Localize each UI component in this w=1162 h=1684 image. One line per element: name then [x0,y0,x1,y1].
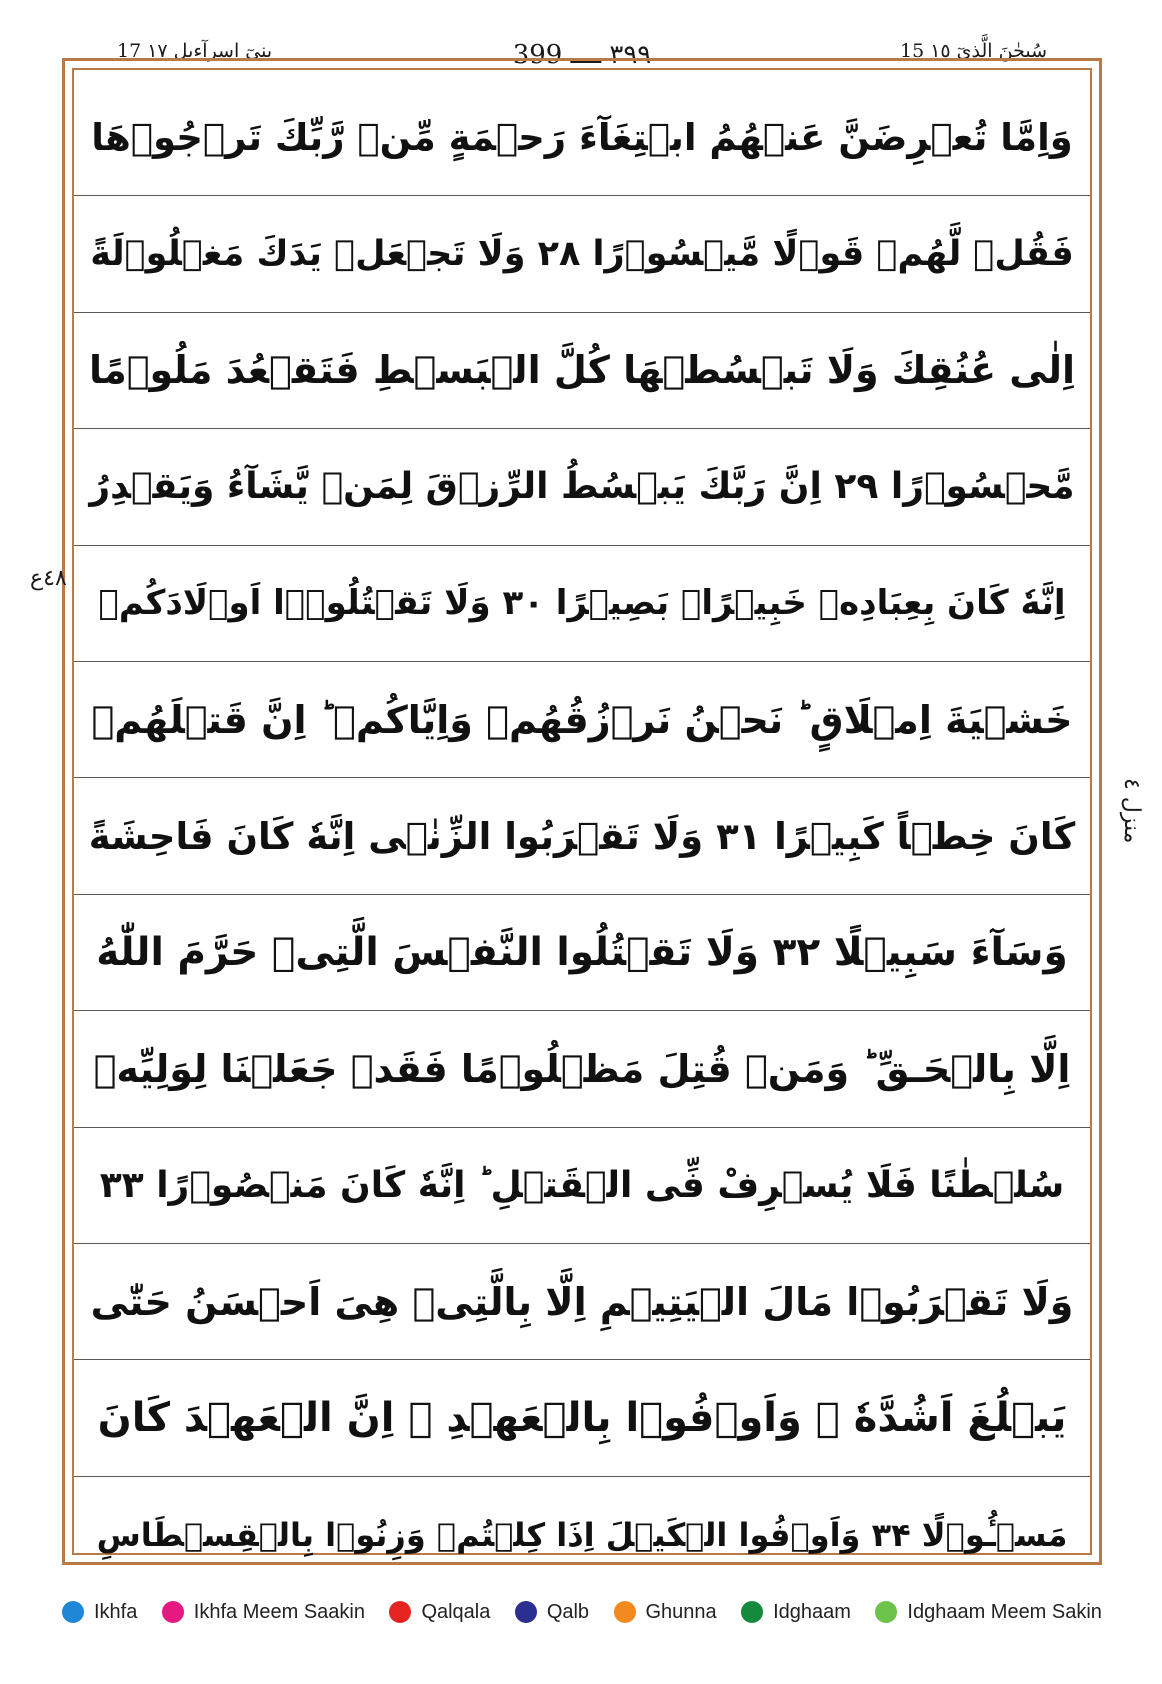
legend-color-dot-icon [389,1601,411,1623]
text-line: مَسۡـُٔوۡلًا ۳۴ وَاَوۡفُوا الۡكَيۡلَ اِذَا كِلۡتُمۡ وَزِنُوۡا بِالۡقِسۡطَاسِ [96,1515,1068,1554]
legend-color-dot-icon [614,1601,636,1623]
legend-item [515,1601,589,1624]
legend-item [62,1601,137,1624]
text-line: وَسَآءَ سَبِيۡلًا ۳۲ وَلَا تَقۡتُلُوا النَّفۡسَ الَّتِىۡ حَرَّمَ اللّٰهُ [74,895,1090,1011]
text-line: خَشۡيَةَ اِمۡلَاقٍ ؕ نَحۡنُ نَرۡزُقُهُمۡ وَاِيَّاكُمۡ ؕ اِنَّ قَتۡلَهُمۡ [74,662,1090,778]
legend-label: Qalqala [421,1600,491,1623]
header-left-surah: 17 بنیٓ اسرآءیل ١٧ [117,40,273,62]
side-manzil-marker: منزل ٤ [1119,778,1144,844]
legend-item [162,1601,365,1624]
text-line: اِنَّهٗ كَانَ بِعِبَادِهٖ خَبِيۡرًاۢ بَصِيۡرًا ۳۰ وَلَا تَقۡتُلُوۡۤا اَوۡلَادَكُمۡ [74,546,1090,662]
text-line: وَاِمَّا تُعۡرِضَنَّ عَنۡهُمُ ابۡتِغَآءَ رَحۡمَةٍ مِّنۡ رَّبِّكَ تَرۡجُوۡهَا [74,80,1090,196]
quran-text-block [74,80,1090,1593]
text-line: اِلَّا بِالۡحَـقِّ ؕ وَمَنۡ قُتِلَ مَظۡلُوۡمًا فَقَدۡ جَعَلۡنَا لِوَلِيِّهٖ [74,1011,1090,1127]
legend-label: Idghaam [773,1600,851,1623]
legend-color-dot-icon [515,1601,537,1623]
text-line: سُلۡطٰنًا فَلَا يُسۡرِفْ فِّى الۡقَتۡلِ ؕ اِنَّهٗ كَانَ مَنۡصُوۡرًا ۳۳ [74,1128,1090,1244]
text-line: فَقُلۡ لَّهُمۡ قَوۡلًا مَّيۡسُوۡرًا ۲۸ وَلَا تَجۡعَلۡ يَدَكَ مَغۡلُوۡلَةً [74,196,1090,312]
header-right-juz: 15 سُبحٰنَ الَّذِیٓ ١٥ [899,40,1047,62]
legend-item [614,1601,717,1624]
legend-color-dot-icon [741,1601,763,1623]
legend-item [389,1601,490,1624]
legend-label: Ikhfa [94,1600,138,1623]
legend-item [741,1601,851,1624]
legend-label: Qalb [546,1600,590,1623]
text-line: وَلَا تَقۡرَبُوۡا مَالَ الۡيَتِيۡمِ اِلَّا بِالَّتِىۡ هِىَ اَحۡسَنُ حَتّٰى [74,1244,1090,1360]
legend-label: Ghunna [645,1600,717,1623]
side-ruku-marker: ٤٨ع [30,566,67,591]
text-line: كَانَ خِطۡاً كَبِيۡرًا ۳۱ وَلَا تَقۡرَبُوا الزِّنٰۤى اِنَّهٗ كَانَ فَاحِشَةً [74,778,1090,894]
legend-color-dot-icon [875,1601,897,1623]
header-page-number: ٣٩٩ ــــ 399 [512,40,652,70]
text-line: مَّحۡسُوۡرًا ۲۹ اِنَّ رَبَّكَ يَبۡسُطُ الرِّزۡقَ لِمَنۡ يَّشَآءُ وَيَقۡدِرُ [74,429,1090,545]
text-line: اِلٰى عُنُقِكَ وَلَا تَبۡسُطۡهَا كُلَّ الۡبَسۡطِ فَتَقۡعُدَ مَلُوۡمًا [74,313,1090,429]
legend-label: Ikhfa Meem Saakin [193,1600,365,1623]
legend-color-dot-icon [162,1601,184,1623]
legend-item [875,1601,1102,1624]
text-line: يَبۡلُغَ اَشُدَّهٗ ۖ وَاَوۡفُوۡا بِالۡعَهۡدِ ۚ اِنَّ الۡعَهۡدَ كَانَ [74,1360,1090,1476]
legend-label: Idghaam Meem Sakin [907,1600,1102,1623]
legend-color-dot-icon [62,1601,84,1623]
tajweed-legend [62,1592,1102,1632]
